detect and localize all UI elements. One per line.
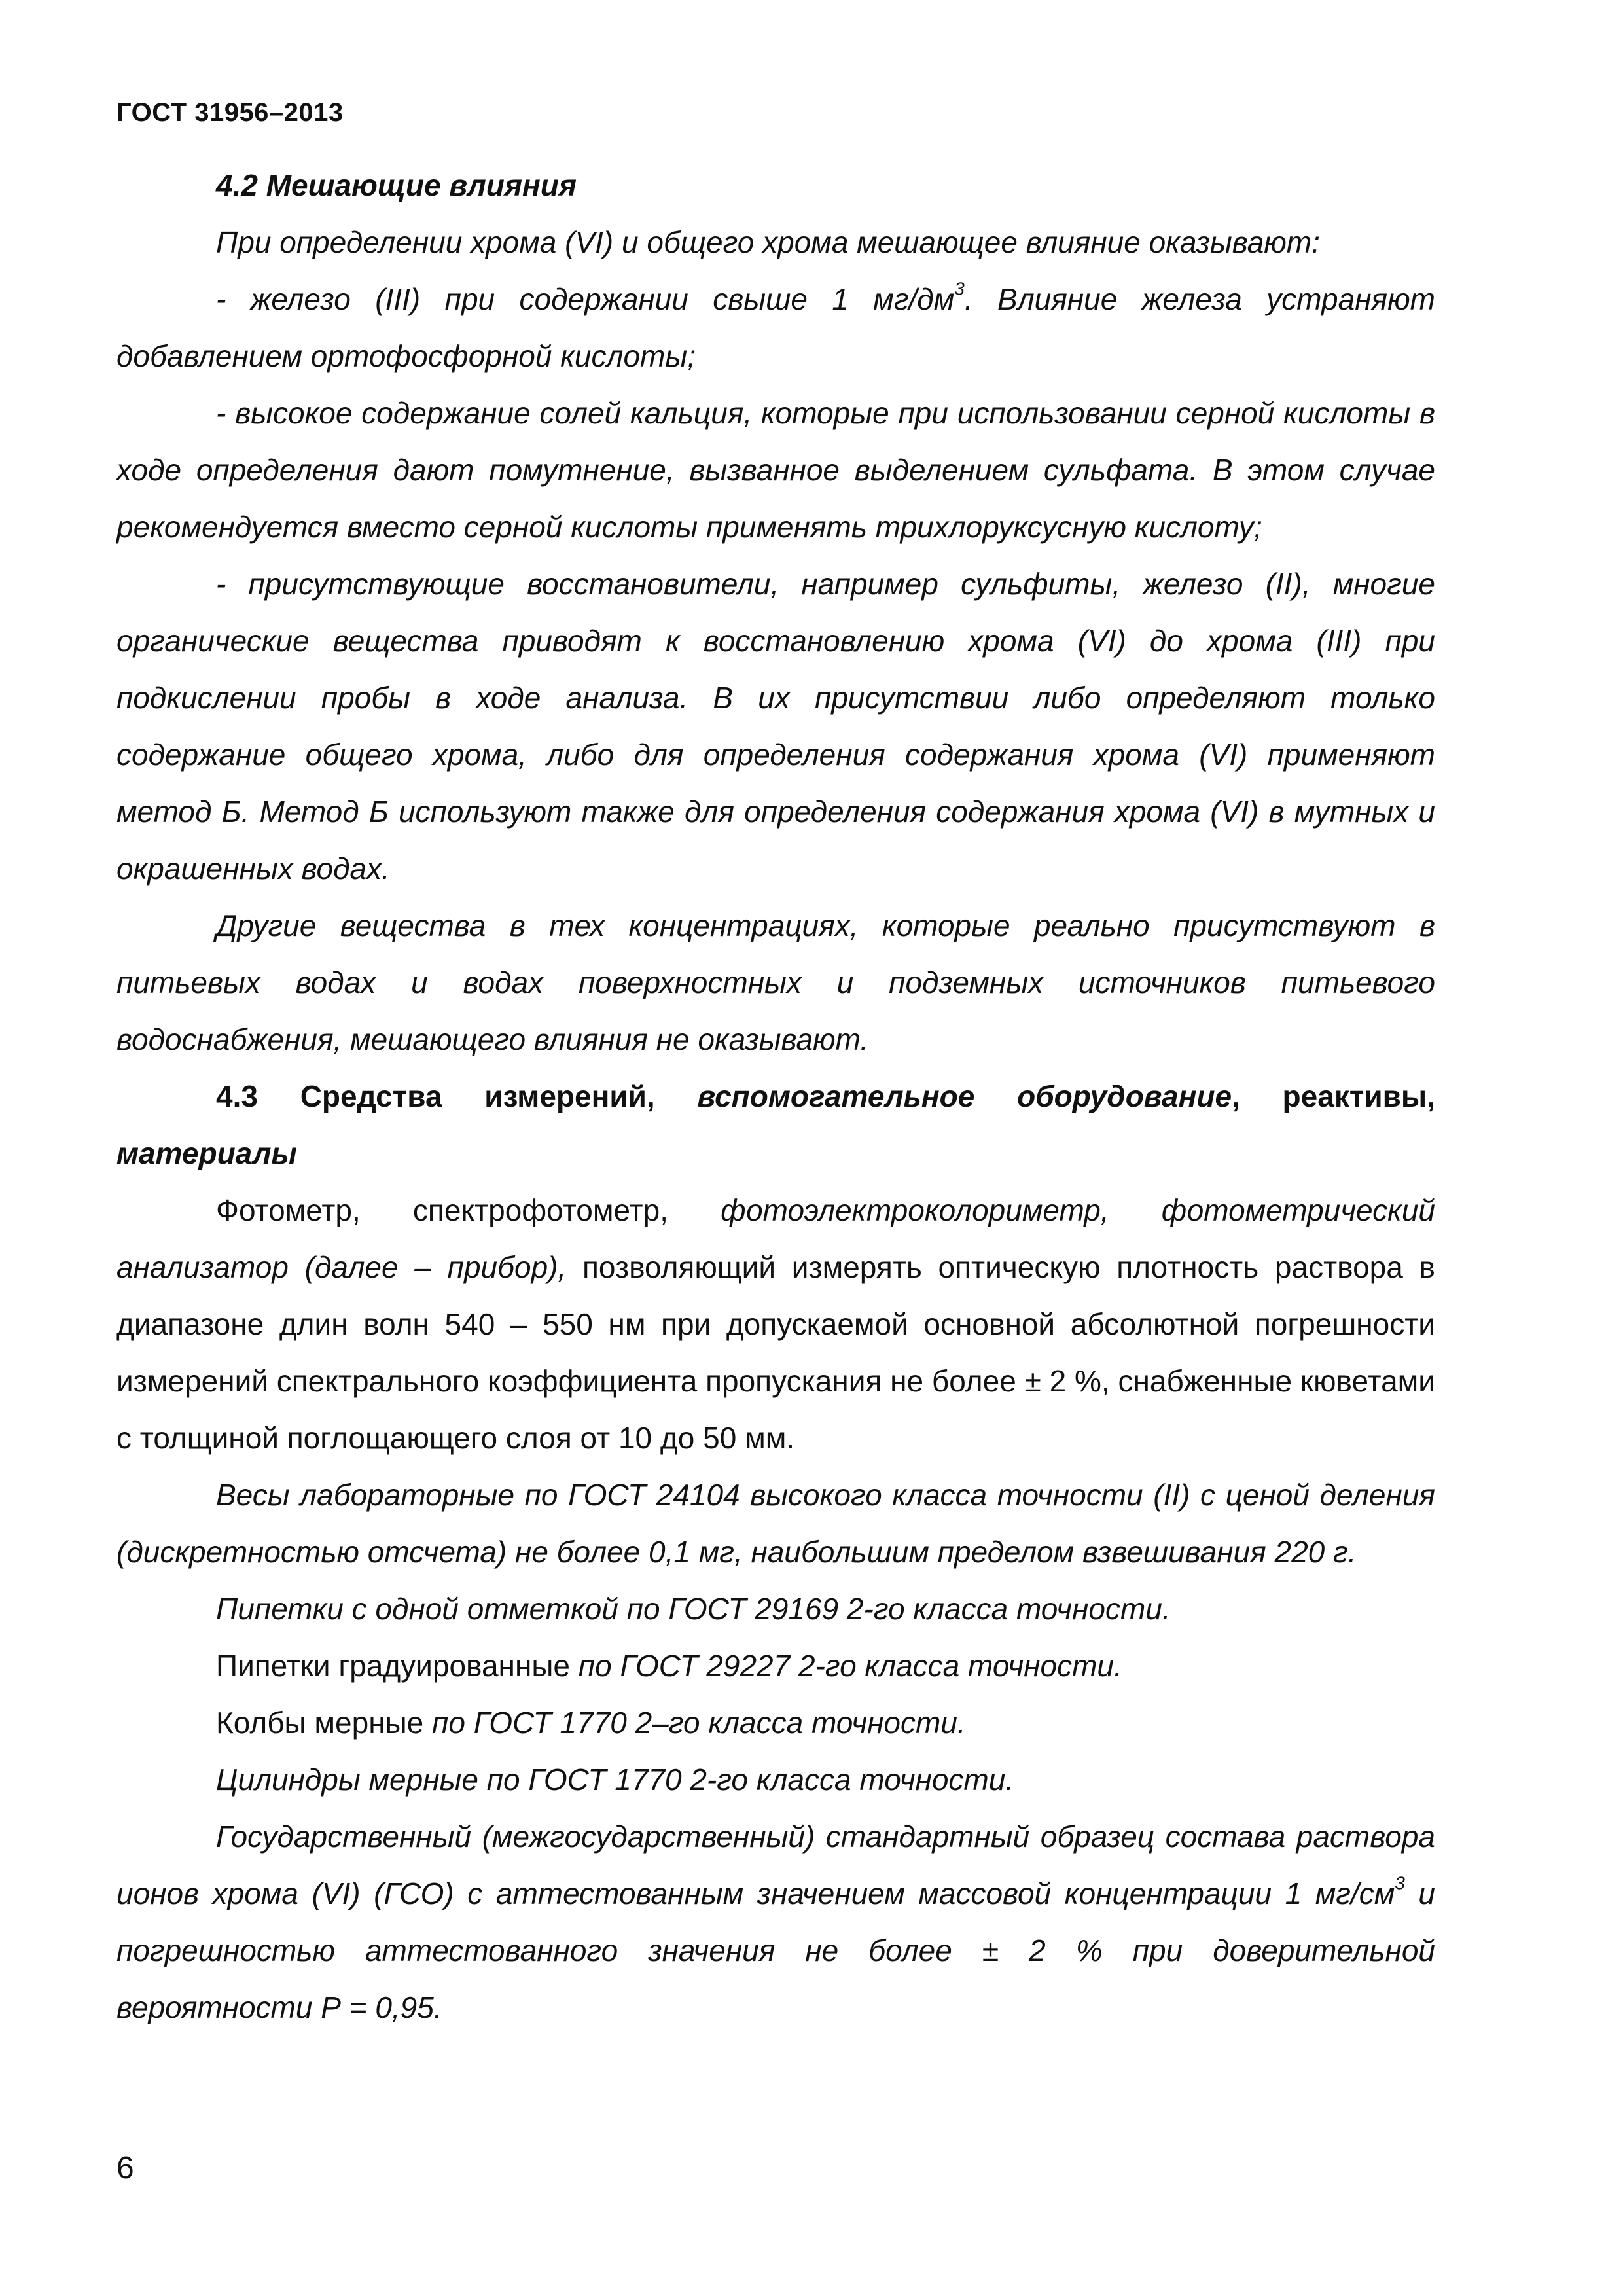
section-4-2-outro: Другие вещества в тех концентрациях, которые реально присутствуют в питьевых водах и водах поверхностных и подземных источников питьевого водоснабжения, мешающего влияния не оказывают. xyxy=(116,908,1435,1056)
document-body xyxy=(116,157,1435,2036)
section-4-2-intro: При определении хрома (VI) и общего хрома мешающее влияние оказывают: xyxy=(216,225,1320,259)
item-iron-text-b: . Влияние железа устраняют добавлением ортофосфорной кислоты; xyxy=(116,282,1435,373)
photometer-text-c: позволяющий измерять оптическую плотность раствора в диапазоне длин волн 540 – 550 нм при допускаемой основной абсолютной погрешности измерений спектрального коэффициента пропускания не более ± 2 %, снабженные кюветами с толщиной поглощающего слоя от 10 до 50 мм. xyxy=(116,1250,1435,1455)
section-4-3-scales: Весы лабораторные по ГОСТ 24104 высокого класса точности (II) с ценой деления (дискретностью отсчета) не более 0,1 мг, наибольшим пределом взвешивания 220 г. xyxy=(116,1478,1435,1569)
photometer-text-b: фотоэлектроколориметр, фотометрический анализатор (далее – прибор), xyxy=(116,1193,1436,1284)
section-4-2-title: 4.2 Мешающие влияния xyxy=(216,168,577,202)
item-iron-text-a: - железо (III) при содержании свыше 1 мг/дм xyxy=(216,282,955,316)
section-4-2-item-iron xyxy=(116,271,1435,385)
section-4-3-title-a: 4.3 Средства измерений, xyxy=(216,1079,698,1113)
pipettes-graduated-a: Пипетки градуированные xyxy=(216,1649,579,1683)
flasks-b: по ГОСТ 1770 2–го класса точности. xyxy=(432,1706,966,1740)
section-4-3-pipettes-single: Пипетки с одной отметкой по ГОСТ 29169 2-го класса точности. xyxy=(216,1592,1171,1626)
section-4-3-cylinders: Цилиндры мерные по ГОСТ 1770 2-го класса точности. xyxy=(216,1763,1014,1797)
document-header: ГОСТ 31956–2013 xyxy=(116,98,344,127)
reference-sample-a: Государственный (межгосударственный) стандартный образец состава раствора ионов хрома (VI) (ГСО) с аттестованным значением массовой концентрации 1 мг/см xyxy=(116,1820,1435,1910)
pipettes-graduated-b: по ГОСТ 29227 2-го класса точности. xyxy=(578,1649,1122,1683)
reference-sample-superscript: 3 xyxy=(1395,1873,1405,1893)
section-4-3-title-b: вспомогательное оборудование xyxy=(697,1079,1232,1113)
item-iron-superscript: 3 xyxy=(954,278,965,299)
page-number: 6 xyxy=(116,2151,134,2185)
section-4-2-item-calcium: - высокое содержание солей кальция, которые при использовании серной кислоты в ходе определения дают помутнение, вызванное выделением сульфата. В этом случае рекомендуется вместо серной кислоты применять трихлоруксусную кислоту; xyxy=(116,396,1435,544)
flasks-a: Колбы мерные xyxy=(216,1706,433,1740)
section-4-2-item-reducers: - присутствующие восстановители, например сульфиты, железо (II), многие органические вещества приводят к восстановлению хрома (VI) до хрома (III) при подкислении пробы в ходе анализа. В их присутствии либо определяют только содержание общего хрома, либо для определения содержания хрома (VI) применяют метод Б. Метод Б используют также для определения содержания хрома (VI) в мутных и окрашенных водах. xyxy=(116,567,1435,886)
section-4-3-pipettes-graduated xyxy=(116,1638,1435,1695)
photometer-text-a: Фотометр, спектрофотометр, xyxy=(216,1193,721,1227)
section-4-3-reference-sample xyxy=(116,1808,1435,2036)
reference-sample-b: и погрешностью аттестованного значения не более ± 2 % при доверительной вероятности Р = 0,95. xyxy=(116,1876,1435,2024)
section-4-3-photometer xyxy=(116,1182,1435,1467)
section-4-3-title xyxy=(116,1068,1435,1182)
section-4-3-title-d: материалы xyxy=(116,1136,297,1170)
section-4-3-title-c: , реактивы, xyxy=(1232,1079,1435,1113)
section-4-3-flasks xyxy=(116,1695,1435,1751)
